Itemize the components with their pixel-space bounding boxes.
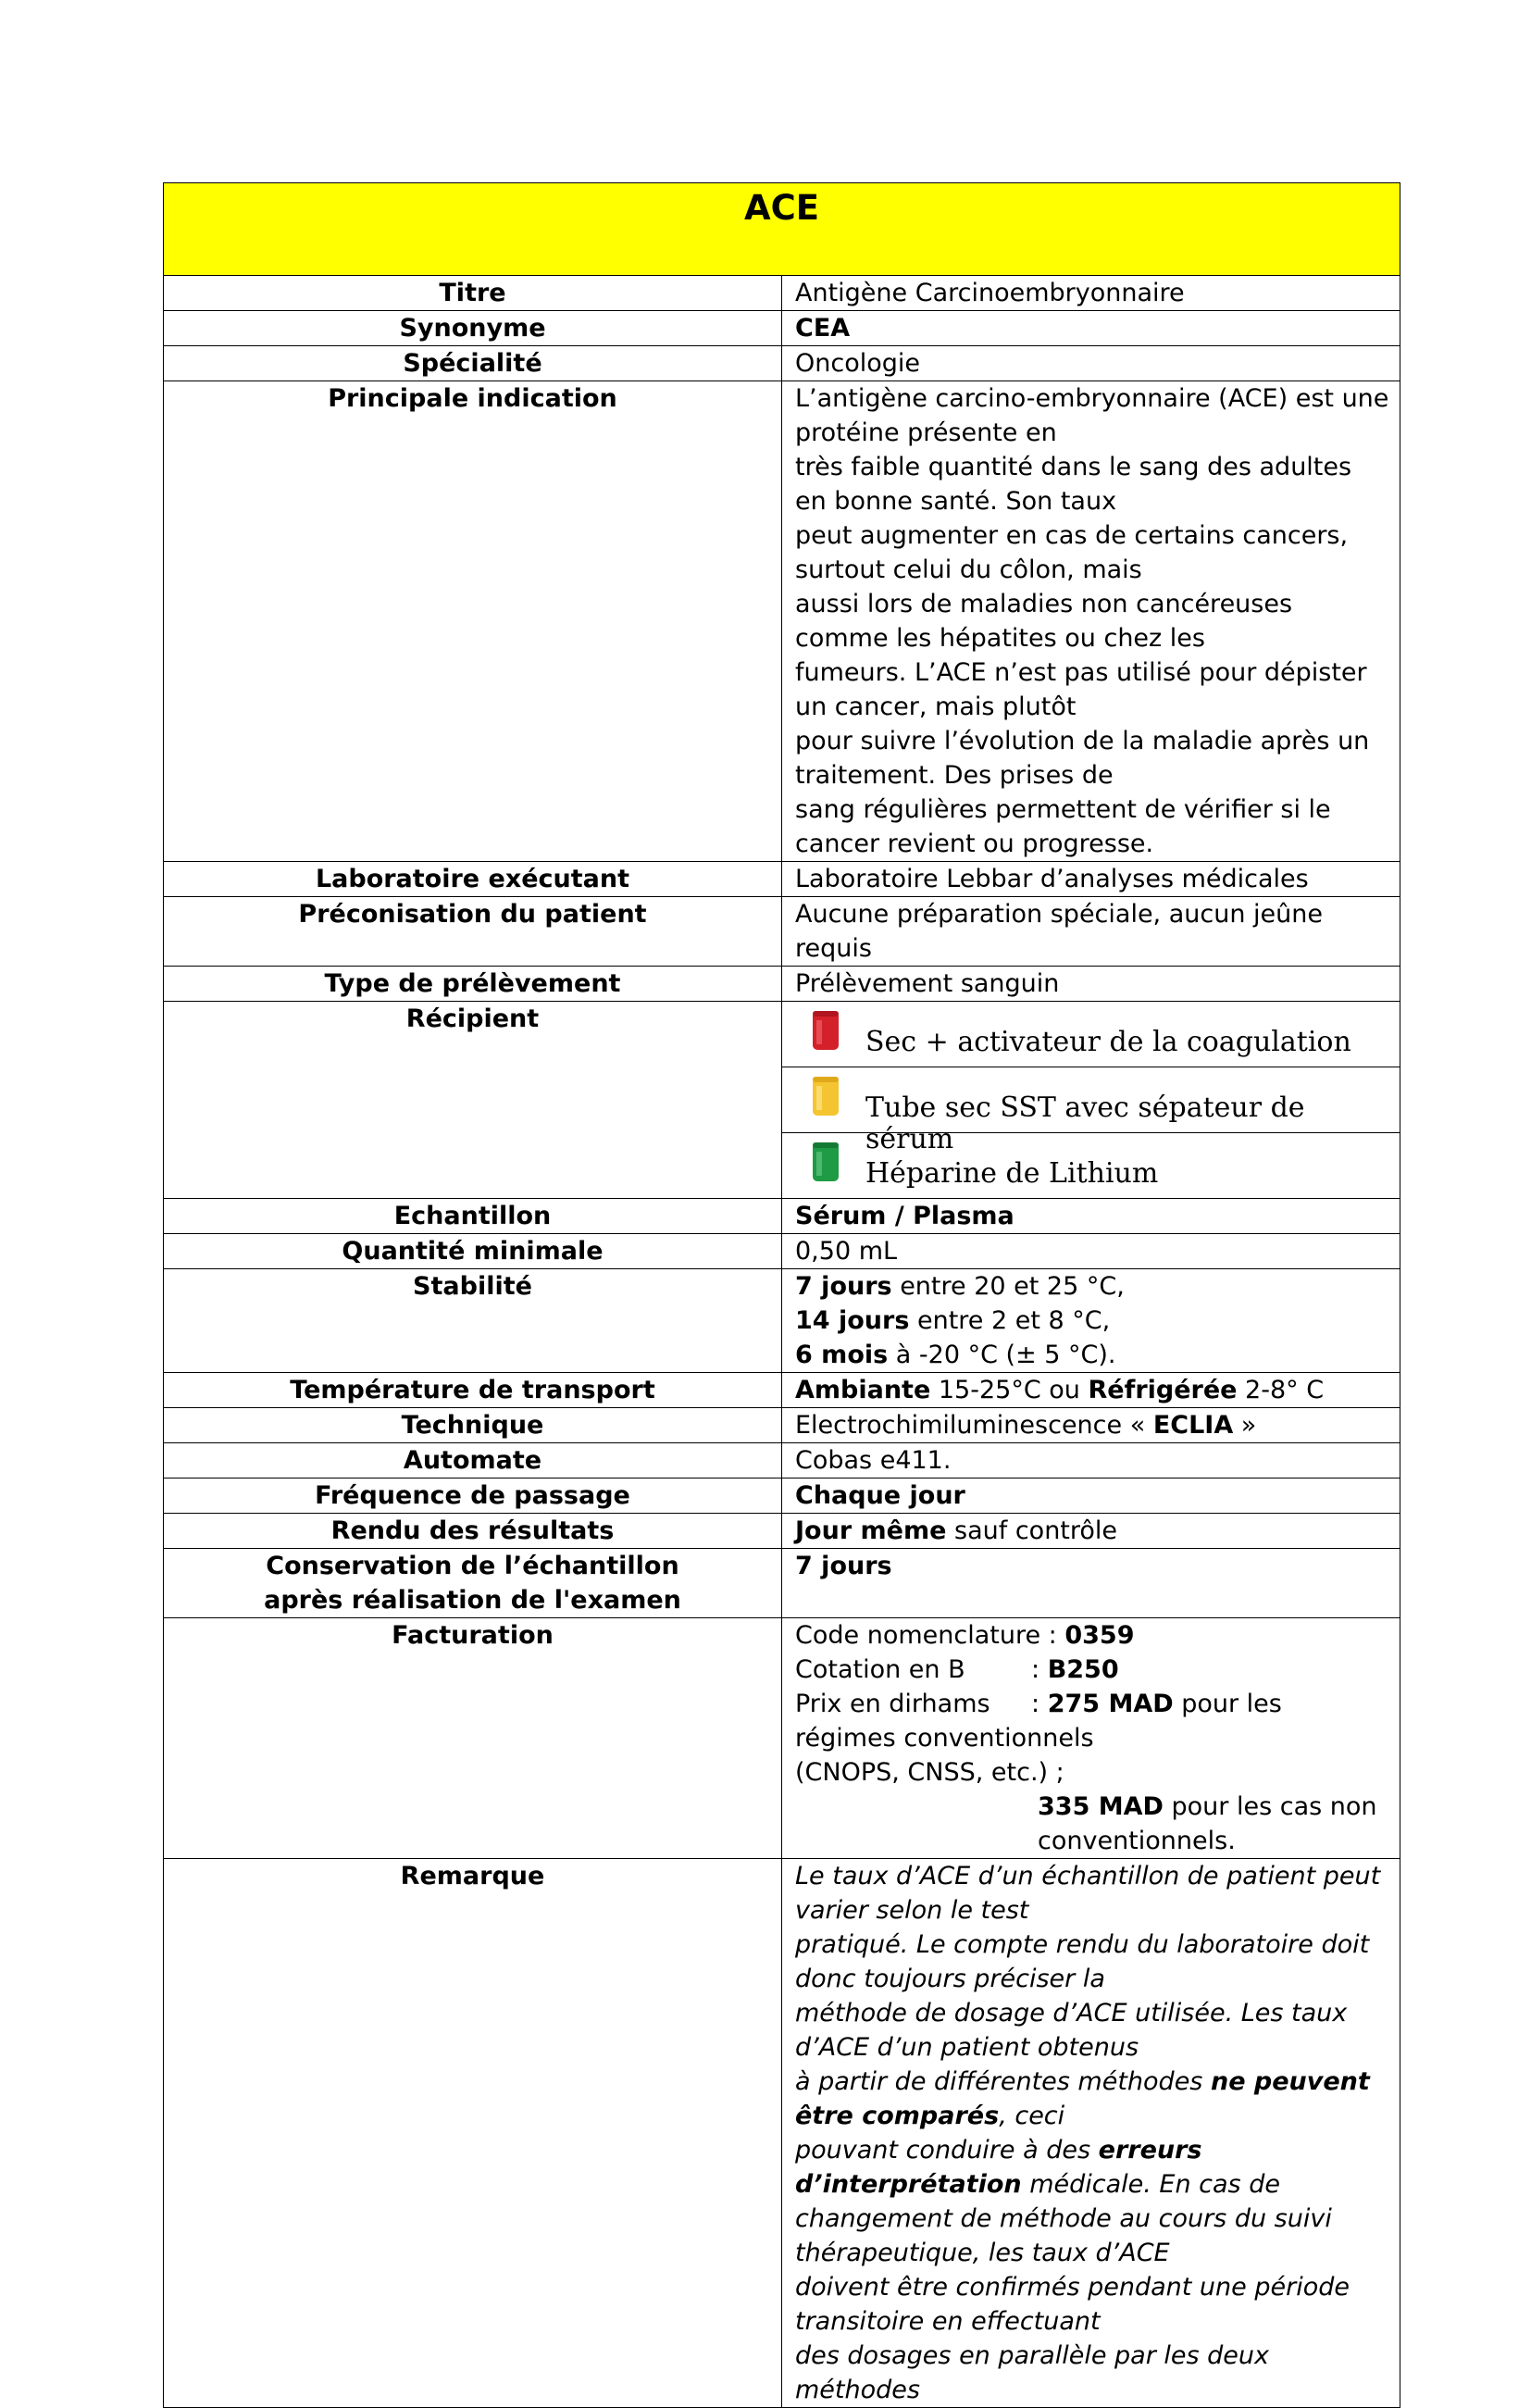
row-facturation (164, 1618, 1400, 1859)
rendu-text: sauf contrôle (946, 1516, 1118, 1545)
label-temperature: Température de transport (164, 1373, 782, 1408)
prix-text: pour les cas non conventionnels. (1038, 1792, 1377, 1855)
label-echantillon: Echantillon (164, 1199, 782, 1234)
stabilite-duration: 7 jours (795, 1272, 892, 1301)
label-remarque: Remarque (164, 1859, 782, 2408)
row-preconisation (164, 897, 1400, 967)
row-remarque (164, 1859, 1400, 2408)
remarque-line: des dosages en parallèle par les deux méthodes (795, 2341, 1269, 2404)
conservation-label-line: après réalisation de l'examen (264, 1586, 681, 1615)
prix-conventionnel: 275 MAD (1047, 1690, 1174, 1718)
temp-refrigeree: Réfrigérée (1088, 1376, 1238, 1404)
value-facturation (782, 1618, 1400, 1859)
technique-text: » (1233, 1411, 1257, 1440)
remarque-line: méthode de dosage d’ACE utilisée. Les taux d’ACE d’un patient obtenus (795, 1999, 1348, 2062)
recipient-item (782, 1002, 1400, 1067)
synonyme-text: CEA (795, 314, 851, 343)
indication-line: fumeurs. L’ACE n’est pas utilisé pour dépister un cancer, mais plutôt (795, 658, 1367, 721)
value-laboratoire: Laboratoire Lebbar d’analyses médicales (782, 862, 1400, 897)
value-conservation (782, 1549, 1400, 1618)
row-type (164, 967, 1400, 1002)
value-remarque (782, 1859, 1400, 2408)
yellow-tube-cap-icon (810, 1075, 841, 1117)
row-rendu (164, 1514, 1400, 1549)
label-type: Type de prélèvement (164, 967, 782, 1002)
row-technique (164, 1408, 1400, 1443)
value-technique (782, 1408, 1400, 1443)
row-frequence (164, 1478, 1400, 1514)
label-facturation: Facturation (164, 1618, 782, 1859)
row-laboratoire (164, 862, 1400, 897)
stabilite-duration: 14 jours (795, 1306, 910, 1335)
remarque-emphasis: erreurs d’interprétation (795, 2136, 1202, 2199)
indication-line: pour suivre l’évolution de la maladie après un traitement. Des prises de (795, 727, 1370, 790)
value-frequence (782, 1478, 1400, 1514)
stabilite-condition: à -20 °C (± 5 °C). (888, 1341, 1116, 1369)
value-rendu (782, 1514, 1400, 1549)
echantillon-text: Sérum / Plasma (795, 1202, 1014, 1230)
value-recipient (782, 1002, 1400, 1199)
label-rendu: Rendu des résultats (164, 1514, 782, 1549)
facturation-prix-cont: (CNOPS, CNSS, etc.) ; (795, 1758, 1064, 1787)
stabilite-condition: entre 2 et 8 °C, (909, 1306, 1111, 1335)
label-technique: Technique (164, 1408, 782, 1443)
prix-non-conventionnel: 335 MAD (1038, 1792, 1164, 1821)
value-stabilite (782, 1269, 1400, 1373)
facturation-prix (795, 1687, 1390, 1755)
temp-text: 15-25°C ou (930, 1376, 1089, 1404)
value-titre: Antigène Carcinoembryonnaire (782, 276, 1400, 311)
cotation-sep: : (1031, 1655, 1048, 1684)
value-preconisation: Aucune préparation spéciale, aucun jeûne requis (782, 897, 1400, 967)
remarque-emphasis: ne peuvent être comparés (795, 2067, 1370, 2130)
recipient-item (782, 1133, 1400, 1198)
indication-line: peut augmenter en cas de certains cancers, surtout celui du côlon, mais (795, 521, 1349, 584)
row-temperature (164, 1373, 1400, 1408)
remarque-line: pratiqué. Le compte rendu du laboratoire doit donc toujours préciser la (795, 1930, 1370, 1993)
stabilite-line (795, 1304, 1390, 1338)
technique-eclia: ECLIA (1152, 1411, 1234, 1440)
label-indication: Principale indication (164, 381, 782, 862)
indication-line: L’antigène carcino-embryonnaire (ACE) est une protéine présente en (795, 384, 1389, 447)
cotation-value: B250 (1047, 1655, 1119, 1684)
label-preconisation: Préconisation du patient (164, 897, 782, 967)
prix-label: Prix en dirhams (795, 1690, 990, 1718)
stabilite-line (795, 1338, 1390, 1372)
remarque-line (795, 2133, 1390, 2202)
row-automate (164, 1443, 1400, 1478)
code-label: Code nomenclature : (795, 1621, 1065, 1650)
value-temperature (782, 1373, 1400, 1408)
label-synonyme: Synonyme (164, 311, 782, 346)
red-tube-cap-icon (810, 1009, 841, 1052)
stabilite-condition: entre 20 et 25 °C, (891, 1272, 1125, 1301)
row-synonyme (164, 311, 1400, 346)
row-quantite (164, 1234, 1400, 1269)
value-specialite: Oncologie (782, 346, 1400, 381)
remarque-text: médicale. En cas de (1021, 2170, 1280, 2199)
remarque-line: changement de méthode au cours du suivi thérapeutique, les taux d’ACE (795, 2204, 1332, 2267)
value-automate: Cobas e411. (782, 1443, 1400, 1478)
label-conservation (164, 1549, 782, 1618)
row-indication (164, 381, 1400, 862)
cotation-label: Cotation en B (795, 1655, 965, 1684)
label-specialite: Spécialité (164, 346, 782, 381)
label-titre: Titre (164, 276, 782, 311)
temp-ambiante: Ambiante (795, 1376, 931, 1404)
remarque-text: , ceci (999, 2102, 1065, 2130)
indication-line: sang régulières permettent de vérifier si le cancer revient ou progresse. (795, 795, 1331, 858)
facturation-prix2 (795, 1790, 1390, 1858)
recipient-text: Héparine de Lithium (865, 1157, 1159, 1190)
recipient-text: Sec + activateur de la coagulation (865, 1026, 1351, 1058)
prix-sep: : (1031, 1690, 1048, 1718)
row-titre (164, 276, 1400, 311)
frequence-text: Chaque jour (795, 1481, 965, 1510)
value-echantillon (782, 1199, 1400, 1234)
analysis-table (163, 182, 1400, 2408)
value-synonyme (782, 311, 1400, 346)
green-tube-cap-icon (810, 1141, 841, 1183)
temp-text: 2-8° C (1237, 1376, 1325, 1404)
label-frequence: Fréquence de passage (164, 1478, 782, 1514)
facturation-cotation (795, 1653, 1390, 1687)
remarque-line: Le taux d’ACE d’un échantillon de patient peut varier selon le test (795, 1862, 1381, 1925)
row-stabilite (164, 1269, 1400, 1373)
row-recipient (164, 1002, 1400, 1199)
stabilite-line (795, 1269, 1390, 1304)
analysis-sheet (163, 182, 1400, 2408)
recipient-item (782, 1067, 1400, 1155)
remarque-text: pouvant conduire à des (795, 2136, 1099, 2165)
label-laboratoire: Laboratoire exécutant (164, 862, 782, 897)
indication-line: très faible quantité dans le sang des adultes en bonne santé. Son taux (795, 453, 1352, 516)
value-quantite: 0,50 mL (782, 1234, 1400, 1269)
value-indication (782, 381, 1400, 862)
facturation-code (795, 1618, 1390, 1653)
code-value: 0359 (1064, 1621, 1135, 1650)
conservation-label-line: Conservation de l’échantillon (266, 1552, 679, 1580)
value-type: Prélèvement sanguin (782, 967, 1400, 1002)
row-conservation (164, 1549, 1400, 1618)
rendu-bold: Jour même (795, 1516, 947, 1545)
remarque-line: doivent être confirmés pendant une période transitoire en effectuant (795, 2273, 1350, 2336)
technique-text: Electrochimiluminescence « (795, 1411, 1153, 1440)
conservation-text: 7 jours (795, 1552, 892, 1580)
label-quantite: Quantité minimale (164, 1234, 782, 1269)
indication-line: aussi lors de maladies non cancéreuses comme les hépatites ou chez les (795, 590, 1293, 653)
label-recipient: Récipient (164, 1002, 782, 1199)
prix-text: pour les régimes conventionnels (795, 1690, 1282, 1753)
stabilite-duration: 6 mois (795, 1341, 889, 1369)
recipient-text: Tube sec SST avec sépateur de sérum (865, 1092, 1305, 1155)
label-automate: Automate (164, 1443, 782, 1478)
remarque-line (795, 2065, 1390, 2133)
label-stabilite: Stabilité (164, 1269, 782, 1373)
row-specialite (164, 346, 1400, 381)
remarque-text: à partir de différentes méthodes (795, 2067, 1211, 2096)
sheet-title: ACE (164, 183, 1400, 276)
row-echantillon (164, 1199, 1400, 1234)
